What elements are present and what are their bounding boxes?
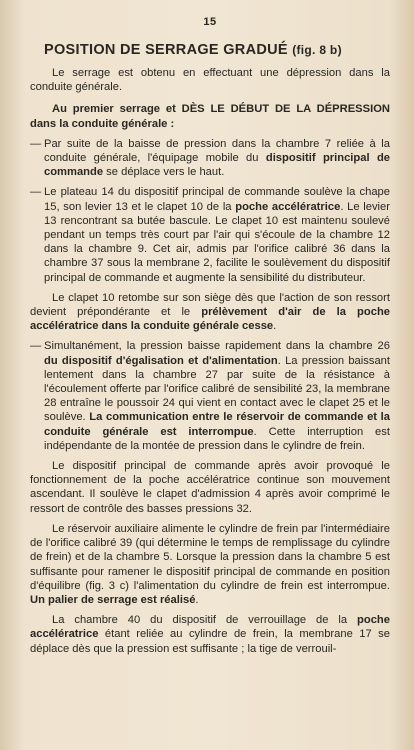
bullet-3-e: . Cette interruption est indépendante de la montée de pression dans le cylindre de frein. [44, 425, 390, 452]
bullet-1-c: se déplace vers le haut. [103, 166, 225, 179]
paragraph-2-a: Au premier serrage et [52, 103, 182, 116]
bullet-3-b: du dispositif d'égalisation et d'alimentation [44, 354, 278, 367]
bullet-1-text [44, 137, 390, 180]
bullet-2-a: Le plateau 14 du dispositif principal de commande soulève la chape 15, son levier 13 et le clapet 10 de la [44, 186, 390, 213]
paragraph-3-a: Le clapet 10 retombe sur son siège dès que l'action de son ressort devient prépondérante et le [30, 291, 390, 319]
bullet-item-1 [30, 137, 390, 180]
paragraph-2-b: DÈS LE DÉBUT DE LA DÉPRESSION dans la conduite générale : [30, 103, 390, 130]
paragraph-3-b: prélèvement d'air de la poche accélératrice dans la conduite générale cesse [30, 306, 390, 333]
bullet-dash: — [30, 186, 42, 199]
paragraph-6 [30, 613, 390, 656]
paragraph-5-b: Un palier de serrage est réalisé [30, 593, 196, 606]
paragraph-5-c: . [195, 593, 199, 606]
bullet-3-a: Simultanément, la pression baisse rapidement dans la chambre 26 [44, 340, 390, 353]
paragraph-5 [30, 522, 390, 607]
paragraph-2 [30, 102, 390, 130]
bullet-3-text [44, 339, 390, 453]
bullet-2-text [44, 185, 390, 284]
bullet-3-d: La communication entre le réservoir de commande et la conduite générale est interrompue [44, 411, 390, 438]
paragraph-3-c: . [273, 320, 277, 333]
bullet-item-3 [30, 339, 390, 453]
figure-reference: (fig. 8 b) [292, 43, 342, 57]
paragraph-5-a: Le réservoir auxiliaire alimente le cylindre de frein par l'intermédiaire de l'orifice calibré 39 (qui détermine le temps de remplissage du cylindre de frein) et de la chambre 5. Lorsque la pression dans la chambre 5 est suffisante pour ramener le dispositif principal de commande en position d'équilibre (fig. 3 c) l'alimentation du cylindre de frein est interrompue. [30, 522, 390, 592]
paragraph-6-b: poche accélératrice [30, 614, 390, 641]
section-title [44, 42, 390, 58]
bullet-dash: — [30, 137, 42, 150]
section-title-text: POSITION DE SERRAGE GRADUÉ [44, 42, 288, 58]
bullet-item-2 [30, 185, 390, 284]
bullet-1-a: Par suite de la baisse de pression dans la chambre 7 reliée à la conduite générale, l'équipage mobile du [44, 137, 390, 165]
bullet-1-b: dispositif principal de commande [44, 152, 390, 179]
page-number: 15 [203, 16, 217, 28]
paragraph-3 [30, 291, 390, 334]
bullet-2-c: . Le levier 13 rencontrant sa butée bascule. Le clapet 10 est maintenu soulevé pendant un temps très court par l'air qui s'écoule de la chambre 12 dans la chambre 9. Cet air, admis par l'orifice calibré 36 dans la chambre 37 sous la membrane 2, facilite le soulèvement du dispositif principal de commande et augmente la sensibilité du distributeur. [44, 200, 390, 284]
bullet-2-b: poche accélératrice [235, 200, 341, 213]
bullet-dash: — [30, 340, 42, 353]
bullet-3-c: . La pression baissant lentement dans la chambre 27 par suite de la résistance à l'écoulement offerte par l'orifice calibré de sensibilité 23, la membrane 28 entraîne le poussoir 24 qui vient en contact avec le clapet 25 et le soulève. [44, 354, 390, 424]
paragraph-1: Le serrage est obtenu en effectuant une dépression dans la conduite générale. [30, 67, 390, 94]
paragraph-6-c: étant reliée au cylindre de frein, la membrane 17 se déplace dès que la pression est suffisante ; la tige de verrouil- [30, 628, 390, 655]
paragraph-6-a: La chambre 40 du dispositif de verrouillage de la [52, 614, 358, 627]
paragraph-4: Le dispositif principal de commande après avoir provoqué le fonctionnement de la poche accélératrice continue son mouvement ascendant. Il soulève le clapet d'admission 4 après avoir comprimé le ressort de contrôle des basses pressions 32. [30, 460, 390, 515]
